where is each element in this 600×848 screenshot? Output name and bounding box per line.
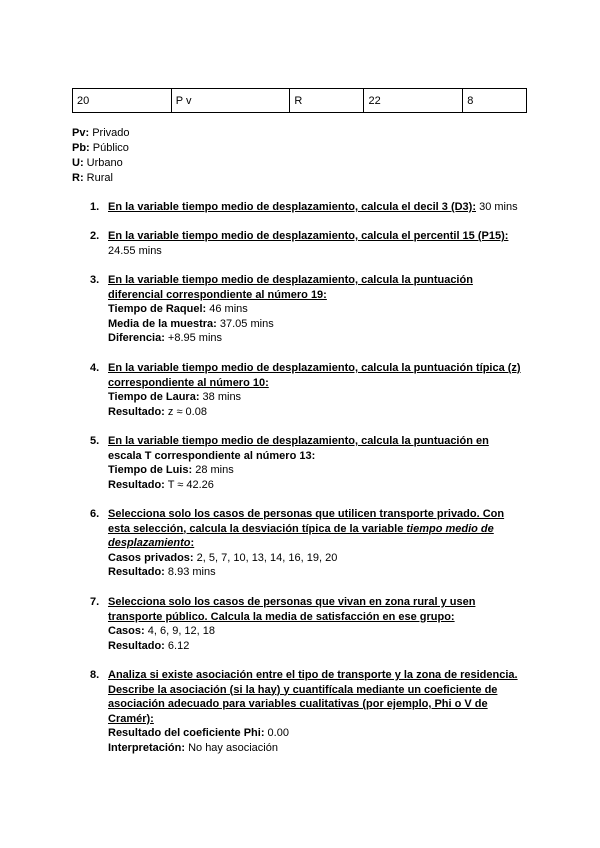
answer-value: 37.05 mins xyxy=(216,317,274,330)
question-title: En la variable tiempo medio de desplazamiento, calcula el percentil 15 (P15): xyxy=(108,230,509,242)
answer-line xyxy=(108,624,530,639)
answer-value: 6.12 xyxy=(164,639,190,652)
answer-value: 28 mins xyxy=(192,464,234,476)
question-title-part: : xyxy=(190,537,195,549)
answer-label: Casos privados: xyxy=(108,551,194,564)
answer-label: Tiempo de Raquel: xyxy=(108,303,207,315)
answer-label: Resultado: xyxy=(108,566,165,578)
question-number: 3. xyxy=(90,274,100,286)
question-title: Selecciona solo los casos de personas que utilicen transporte privado. Con xyxy=(108,508,505,520)
answer-label: Resultado: xyxy=(108,639,165,652)
answer-line xyxy=(108,302,530,317)
table-cell: 22 xyxy=(364,89,463,113)
legend-item xyxy=(72,156,129,171)
legend-value: Público xyxy=(92,142,129,154)
question-title: En la variable tiempo medio de desplazamiento, calcula la puntuación típica (z) xyxy=(108,362,521,374)
answer-line xyxy=(108,478,530,493)
question-title: asociación adecuado para variables cualitativas (por ejemplo, Phi o V de xyxy=(108,698,488,710)
answer-label: Resultado: xyxy=(108,405,165,418)
question-number: 5. xyxy=(90,435,100,447)
answer-value: No hay asociación xyxy=(185,741,278,754)
question-number: 7. xyxy=(90,596,100,608)
answer-line xyxy=(108,317,530,332)
question-number: 6. xyxy=(90,508,100,520)
question-number: 4. xyxy=(90,362,100,374)
question-7 xyxy=(90,595,530,653)
table-cell: P v xyxy=(171,89,290,113)
answer-label: Resultado: xyxy=(108,478,165,491)
table-cell: 8 xyxy=(463,89,527,113)
legend-key: U: xyxy=(72,157,84,169)
question-title: escala T correspondiente al número 13: xyxy=(108,449,316,462)
question-number: 8. xyxy=(90,669,100,681)
legend-value: Rural xyxy=(86,172,113,184)
answer-label: Media de la muestra: xyxy=(108,317,217,330)
answer-label: Tiempo de Laura: xyxy=(108,391,200,403)
data-table xyxy=(72,88,527,113)
question-title-italic: desplazamiento xyxy=(108,537,191,549)
legend-key: Pv: xyxy=(72,127,90,139)
legend-value: Privado xyxy=(92,127,130,139)
answer-label: Diferencia: xyxy=(108,332,165,344)
answer-line xyxy=(108,741,530,756)
answer-value: 0.00 xyxy=(264,727,289,739)
question-title: diferencial correspondiente al número 19: xyxy=(108,288,327,301)
answer-line xyxy=(108,551,530,566)
question-5 xyxy=(90,434,530,492)
answer-value: T ≈ 42.26 xyxy=(164,478,214,491)
answer-value: 2, 5, 7, 10, 13, 14, 16, 19, 20 xyxy=(193,551,338,564)
answer-value: +8.95 mins xyxy=(164,332,223,344)
question-title: transporte público. Calcula la media de satisfacción en ese grupo: xyxy=(108,610,455,623)
question-title-part: esta selección, calcula la desviación típica de la variable xyxy=(108,522,407,535)
legend-item xyxy=(72,126,129,141)
answer-value: 46 mins xyxy=(206,303,248,315)
answer-label: Casos: xyxy=(108,625,145,637)
legend-key: Pb: xyxy=(72,142,90,154)
answer-line xyxy=(108,331,530,346)
question-title xyxy=(108,536,530,551)
question-6 xyxy=(90,507,530,580)
question-title-italic: tiempo medio de xyxy=(406,522,494,535)
question-title: Analiza si existe asociación entre el tipo de transporte y la zona de residencia. xyxy=(108,669,518,681)
question-number: 2. xyxy=(90,230,100,242)
legend-item xyxy=(72,141,129,156)
answer-line xyxy=(108,726,530,741)
question-answer: 24.55 mins xyxy=(108,244,162,257)
question-title: Describe la asociación (si la hay) y cuantifícala mediante un coeficiente de xyxy=(108,683,498,696)
legend xyxy=(72,126,129,186)
answer-value: 4, 6, 9, 12, 18 xyxy=(144,625,216,637)
answer-line xyxy=(108,390,530,405)
table-row xyxy=(73,89,527,113)
answer-value: z ≈ 0.08 xyxy=(164,405,207,418)
legend-value: Urbano xyxy=(86,157,123,169)
table-cell: 20 xyxy=(73,89,172,113)
answer-label: Interpretación: xyxy=(108,741,186,754)
question-title xyxy=(108,522,530,537)
question-number: 1. xyxy=(90,201,100,213)
answer-value: 38 mins xyxy=(199,391,242,403)
answer-line xyxy=(108,405,530,420)
answer-label: Tiempo de Luis: xyxy=(108,464,193,476)
question-title: En la variable tiempo medio de desplazamiento, calcula la puntuación en xyxy=(108,435,489,447)
answer-line xyxy=(108,463,530,478)
question-1 xyxy=(90,200,530,215)
legend-key: R: xyxy=(72,172,84,184)
question-title: Selecciona solo los casos de personas que vivan en zona rural y usen xyxy=(108,596,476,608)
question-answer: 30 mins xyxy=(476,201,518,213)
question-2 xyxy=(90,229,530,258)
legend-item xyxy=(72,171,129,186)
question-title: En la variable tiempo medio de desplazamiento, calcula el decil 3 (D3): xyxy=(108,201,477,213)
answer-line xyxy=(108,565,530,580)
question-title: Cramér): xyxy=(108,712,154,725)
answer-line xyxy=(108,639,530,654)
question-title: correspondiente al número 10: xyxy=(108,376,269,389)
question-4 xyxy=(90,361,530,419)
answer-label: Resultado del coeficiente Phi: xyxy=(108,727,265,739)
table-cell: R xyxy=(290,89,364,113)
question-3 xyxy=(90,273,530,346)
question-8 xyxy=(90,668,530,755)
question-title: En la variable tiempo medio de desplazamiento, calcula la puntuación xyxy=(108,274,473,286)
answer-value: 8.93 mins xyxy=(164,566,216,578)
